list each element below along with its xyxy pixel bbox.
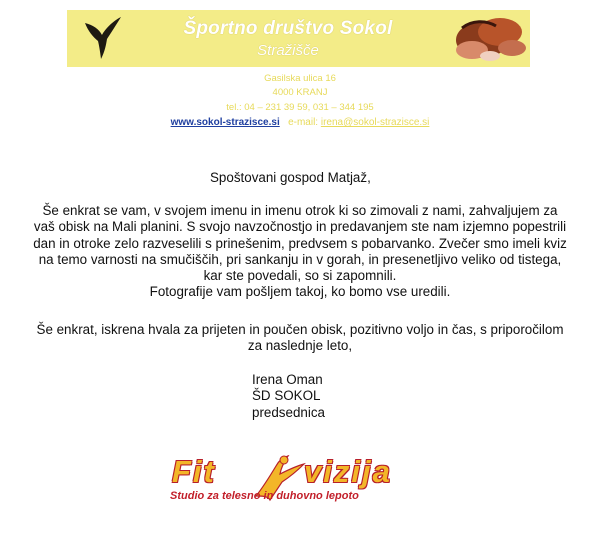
signer-name: Irena Oman [252,372,323,387]
paragraph-line: za naslednje leto, [247,338,353,354]
paragraph-line: vaš obisk na Mali planini. S svojo navzočnostjo in predavanjem ste nam izjemno popestrili [33,219,567,235]
paragraph-line: kar ste povedali, so si zapomnili. [203,268,397,284]
paragraph-line: Še enkrat se vam, v svojem imenu in imenu otrok ki so zimovali z nami, zahvaljujem za [42,203,558,218]
logo-word-fit: Fit [172,454,216,489]
fitvizija-logo [150,452,450,512]
paragraph-2 [14,322,586,355]
logo-word-vizija: vizija [304,454,392,489]
email-label-text: e-mail: [288,117,319,128]
club-title: Športno društvo Sokol [183,18,393,39]
email-label [283,117,430,128]
paragraph-line: na temo varnosti na smučiščih, pri sankanju in v gorah, in presenetljivo veliko od tistega, [38,251,562,267]
contact-line [0,117,600,128]
phone-line: tel.: 04 – 231 39 59, 031 – 344 195 [226,102,374,113]
paragraph-line: Še enkrat, iskrena hvala za prijeten in poučen obisk, pozitivno voljo in čas, s priporočilom [36,322,564,337]
header-banner [67,10,530,67]
address-city: 4000 KRANJ [272,87,328,98]
signature-block [252,372,325,421]
logo-tagline: Studio za telesno in duhovno lepoto [170,490,359,502]
club-subtitle: Stražišče [257,42,319,59]
paragraph-line: dan in otroke zelo razveselili s prinešenim, predvsem s pobarvanko. Zvečer smo imeli kviz [33,235,567,251]
bird-logo-icon [83,15,123,61]
address-street: Gasilska ulica 16 [264,73,336,84]
signer-organization: ŠD SOKOL [252,388,321,404]
paragraph-line: Fotografije vam pošljem takoj, ko bomo vse uredili. [149,284,451,300]
paragraph-1 [14,203,586,301]
website-link[interactable]: www.sokol-strazisce.si [170,117,280,128]
hands-photo-icon [442,10,530,67]
greeting: Spoštovani gospod Matjaž, [210,170,371,185]
email-link[interactable]: irena@sokol-strazisce.si [320,117,430,128]
signer-role: predsednica [252,404,325,420]
